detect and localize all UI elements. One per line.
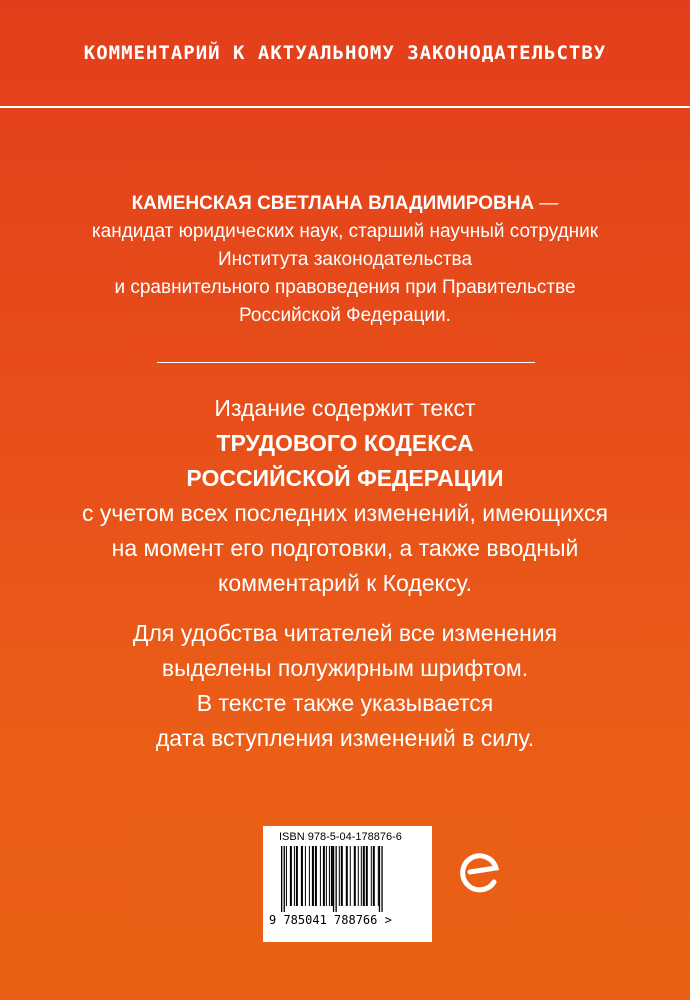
author-bio-line: и сравнительного правоведения при Правительстве (114, 277, 576, 298)
barcode-bar (326, 846, 327, 906)
description-line: комментарий к Кодексу. (218, 570, 472, 596)
barcode-bar (354, 846, 356, 906)
author-bio-line: Института законодательства (217, 249, 473, 270)
section-divider (157, 362, 535, 363)
barcode-bar (323, 846, 325, 906)
barcode-bar (358, 846, 359, 906)
description-title-line: ТРУДОВОГО КОДЕКСА (216, 430, 474, 456)
barcode-bar (281, 846, 282, 912)
series-divider (0, 106, 690, 108)
barcode-bar (294, 846, 295, 906)
reader-note (0, 616, 690, 756)
author-name: КАМЕНСКАЯ СВЕТЛАНА ВЛАДИМИРОВНА (131, 193, 535, 214)
barcode-bar (315, 846, 317, 906)
series-header (0, 0, 690, 106)
barcode-bar (378, 846, 379, 906)
barcode-bar (339, 846, 340, 906)
barcode-bar (379, 846, 380, 912)
barcode-bar (333, 846, 334, 912)
author-bio-line: Российской Федерации. (239, 305, 451, 326)
barcode-bar (290, 846, 292, 906)
note-line: В тексте также указывается (196, 690, 494, 716)
description-title-line: РОССИЙСКОЙ ФЕДЕРАЦИИ (186, 465, 504, 491)
barcode-bar (312, 846, 314, 906)
barcode-bar (296, 846, 298, 906)
author-bio (0, 190, 690, 330)
barcode-bar (341, 846, 343, 906)
series-title: КОММЕНТАРИЙ К АКТУАЛЬНОМУ ЗАКОНОДАТЕЛЬСТВУ (83, 42, 607, 64)
barcode-bar (331, 846, 333, 906)
barcode-digits: 9 785041 788766 > (269, 913, 392, 927)
isbn-barcode (263, 826, 432, 942)
note-line: Для удобства читателей все изменения (132, 620, 558, 646)
barcode-bar (336, 846, 337, 912)
barcode-bar (363, 846, 365, 906)
barcode-bar (373, 846, 375, 906)
barcode-bar (361, 846, 362, 906)
author-name-dash: — (534, 193, 559, 214)
barcode-bar (286, 846, 287, 906)
barcode-bar (284, 846, 285, 912)
author-bio-line: кандидат юридических наук, старший научный сотрудник (91, 221, 599, 242)
note-line: дата вступления изменений в силу. (155, 725, 535, 751)
barcode-bar (320, 846, 321, 906)
isbn-label: ISBN 978-5-04-178876-6 (279, 831, 402, 843)
description-intro: Издание содержит текст (214, 395, 476, 421)
edition-description (0, 391, 690, 601)
author-name-line (0, 190, 690, 218)
barcode-bar (381, 846, 382, 912)
note-line: выделены полужирным шрифтом. (161, 655, 529, 681)
barcode-bar (346, 846, 348, 906)
barcode-bar (305, 846, 306, 906)
barcode-bar (366, 846, 368, 906)
description-line: на момент его подготовки, а также вводный (111, 535, 579, 561)
barcode-bar (301, 846, 303, 906)
barcode-bar (371, 846, 372, 906)
eksmo-logo-icon (457, 851, 501, 897)
barcode-bar (329, 846, 330, 906)
barcode-bars (279, 846, 424, 912)
description-line: с учетом всех последних изменений, имеющихся (82, 500, 608, 526)
barcode-bar (309, 846, 310, 906)
barcode-bar (350, 846, 351, 906)
